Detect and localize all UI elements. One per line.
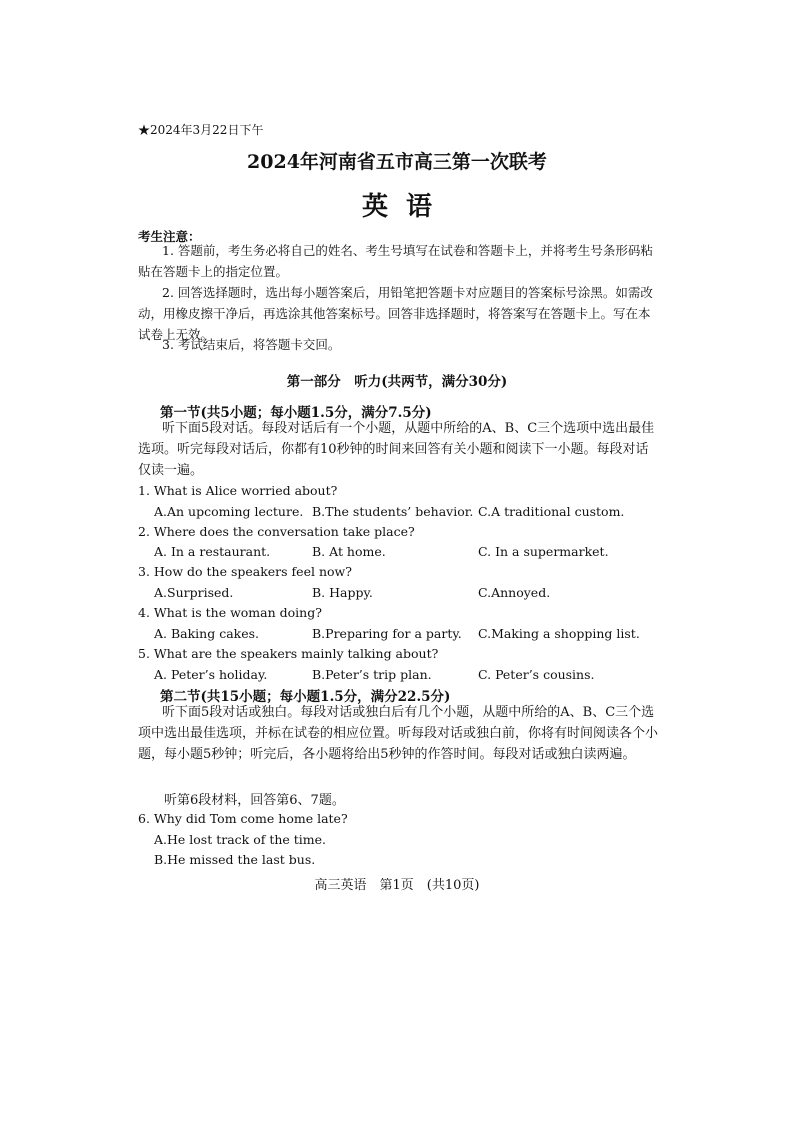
question-1-option-a: A.An upcoming lecture. <box>154 504 304 519</box>
question-2-stem: 2. Where does the conversation take place? <box>138 524 415 539</box>
section2-instruction: 听下面5段对话或独白。每段对话或独白后有几个小题，从题中所给的A、B、C三个选项中选出最佳选项，并标在试卷的相应位置。听每段对话或独白前，你将有时间阅读各个小题，每小题5秒钟；听完后，各小题将给出5秒钟的作答时间。每段对话或独白读两遍。 <box>138 705 659 762</box>
question-2-option-a: A. In a restaurant. <box>154 544 271 559</box>
question-6-option-a: A.He lost track of the time. <box>154 832 327 847</box>
question-3-option-a: A.Surprised. <box>154 585 234 600</box>
question-1-option-b: B.The students’ behavior. <box>312 504 474 519</box>
question-4-option-b: B.Preparing for a party. <box>312 626 462 641</box>
notice-item-2: 2. 回答选择题时，选出每小题答案后，用铅笔把答题卡对应题目的答案标号涂黑。如需改动，用橡皮擦干净后，再选涂其他答案标号。回答非选择题时，将答案写在答题卡上。写在本试卷上无效。 <box>138 285 653 342</box>
notice-item-1: 1. 答题前，考生务必将自己的姓名、考生号填写在试卷和答题卡上，并将考生号条形码粘贴在答题卡上的指定位置。 <box>138 243 653 279</box>
section2-heading: 第二节(共15小题；每小题1.5分，满分22.5分) <box>160 689 451 705</box>
question-5-option-c: C. Peter’s cousins. <box>478 667 595 682</box>
question-5-stem: 5. What are the speakers mainly talking about? <box>138 646 439 661</box>
question-4-option-a: A. Baking cakes. <box>154 626 260 641</box>
notice-heading: 考生注意： <box>138 229 201 244</box>
question-5-option-b: B.Peter’s trip plan. <box>312 667 432 682</box>
question-4-option-c: C.Making a shopping list. <box>478 626 640 641</box>
exam-date: ★2024年3月22日下午 <box>138 123 264 137</box>
exam-title: 2024年河南省五市高三第一次联考 <box>247 151 547 173</box>
question-5-option-a: A. Peter’s holiday. <box>154 667 268 682</box>
question-6-option-b: B.He missed the last bus. <box>154 852 316 867</box>
subject-title: 英语 <box>361 192 450 222</box>
question-1-stem: 1. What is Alice worried about? <box>138 483 338 498</box>
question-4-stem: 4. What is the woman doing? <box>138 605 322 620</box>
question-6-stem: 6. Why did Tom come home late? <box>138 811 348 826</box>
section1-instruction: 听下面5段对话。每段对话后有一个小题，从题中所给的A、B、C三个选项中选出最佳选项。听完每段对话后，你都有10秒钟的时间来回答有关小题和阅读下一小题。每段对话仅读一遍。 <box>138 421 655 478</box>
question-2-option-b: B. At home. <box>312 544 386 559</box>
notice-item-3: 3. 考试结束后，将答题卡交回。 <box>162 337 341 352</box>
question-3-stem: 3. How do the speakers feel now? <box>138 564 352 579</box>
question-1-option-c: C.A traditional custom. <box>478 504 625 519</box>
part1-heading: 第一部分 听力(共两节，满分30分) <box>286 374 508 390</box>
question-2-option-c: C. In a supermarket. <box>478 544 609 559</box>
question-3-option-c: C.Annoyed. <box>478 585 551 600</box>
material-6-label: 听第6段材料，回答第6、7题。 <box>164 793 345 808</box>
question-3-option-b: B. Happy. <box>312 585 373 600</box>
section1-heading: 第一节(共5小题；每小题1.5分，满分7.5分) <box>160 405 432 421</box>
page-footer: 高三英语 第1页 (共10页) <box>314 878 480 893</box>
